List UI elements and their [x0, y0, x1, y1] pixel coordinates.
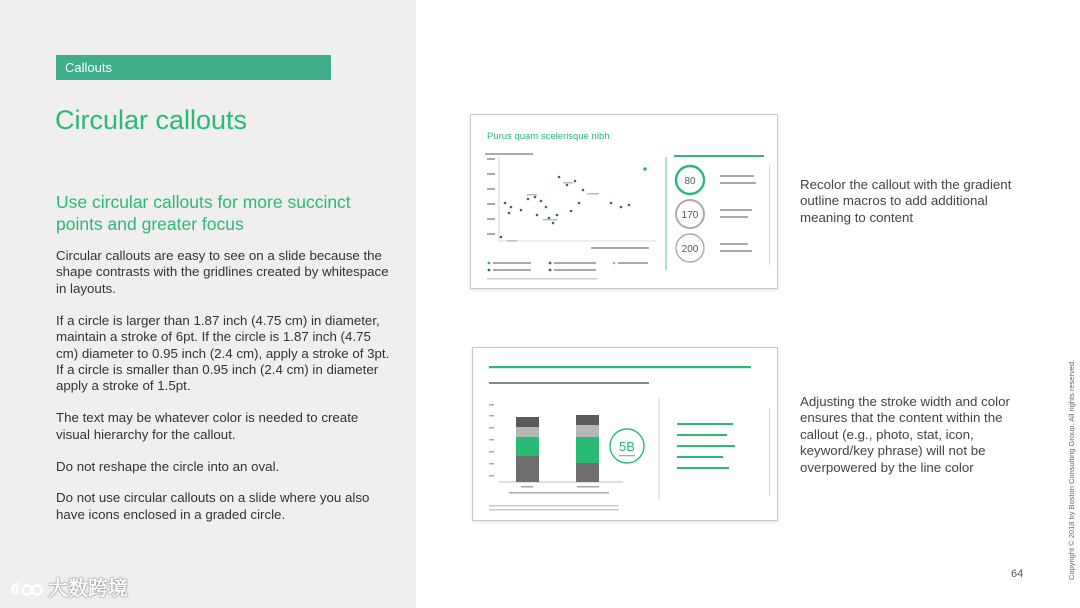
- caption-stroke-width: Adjusting the stroke width and color ensures that the content within the callout (e.g., photo, stat, icon, keyword/key phrase) will not be overpowered by the line color: [800, 394, 1010, 475]
- callout-value: 80: [684, 176, 696, 187]
- example-scatter-graphic: [471, 115, 777, 288]
- example-title: Purus quam scelerisque nibh: [487, 131, 610, 142]
- slide-title: Circular callouts: [55, 105, 248, 135]
- watermark-text: 大数跨境: [48, 578, 128, 600]
- body-text: [56, 248, 391, 539]
- paragraph: If a circle is larger than 1.87 inch (4.75 cm) in diameter, maintain a stroke of 6pt. If the circle is 1.87 inch (4.75 cm) diameter to 0.95 inch (2.4 cm), apply a stroke of 3pt. If a circle is smaller than 0.95 inch (2.4 cm) in diameter apply a stroke of 1.5pt.: [56, 312, 390, 394]
- callout-value: 200: [681, 244, 699, 255]
- example-bars-graphic: [473, 348, 777, 520]
- example-thumbnail-bars: [472, 347, 778, 521]
- section-tag: Callouts: [56, 55, 331, 80]
- page-number: 64: [1011, 568, 1024, 580]
- slide-subtitle: Use circular callouts for more succinct points and greater focus: [56, 192, 351, 234]
- paragraph: The text may be whatever color is needed to create visual hierarchy for the callout.: [56, 410, 359, 442]
- watermark: [10, 572, 128, 601]
- paragraph: Do not reshape the circle into an oval.: [56, 458, 280, 474]
- example-thumbnail-scatter: [470, 114, 778, 289]
- paragraph: Circular callouts are easy to see on a slide because the shape contrasts with the gridlines created by whitespace in layouts.: [56, 248, 389, 296]
- caption-recolor: Recolor the callout with the gradient outline macros to add additional meaning to content: [800, 177, 1012, 225]
- callout-value: 170: [681, 210, 699, 221]
- copyright-notice: Copyright © 2018 by Boston Consulting Group. All rights reserved.: [1067, 359, 1076, 580]
- callout-value: 5B: [619, 439, 635, 454]
- watermark-logo-icon: [10, 580, 44, 600]
- paragraph: Do not use circular callouts on a slide where you also have icons enclosed in a graded circle.: [56, 490, 370, 522]
